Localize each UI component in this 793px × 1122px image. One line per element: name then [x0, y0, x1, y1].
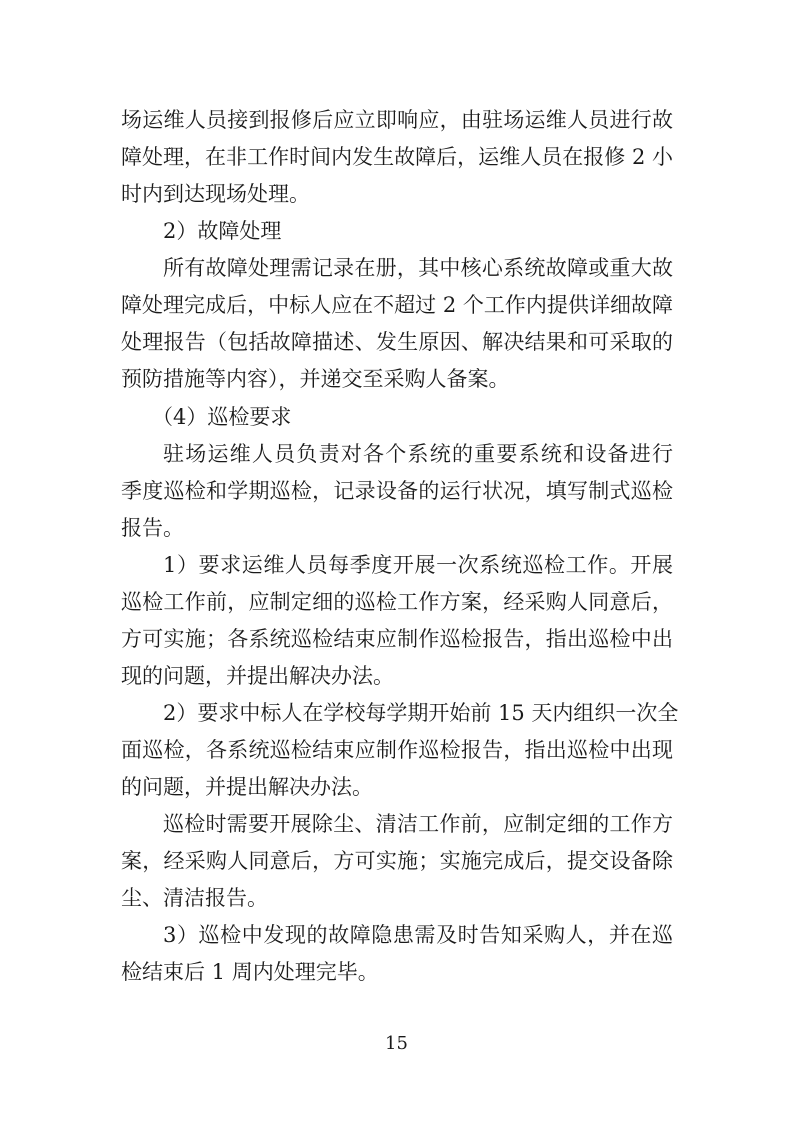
text-line: 障处理完成后，中标人应在不超过 2 个工作内提供详细故障: [121, 293, 673, 317]
text-line: 预防措施等内容），并递交至采购人备案。: [121, 367, 510, 391]
text-line: 时内到达现场处理。: [121, 182, 310, 206]
text-line: 2）要求中标人在学校每学期开始前 15 天内组织一次全: [163, 701, 679, 725]
text-line: 3）巡检中发现的故障隐患需及时告知采购人，并在巡: [163, 923, 673, 947]
text-line: 巡检时需要开展除尘、清洁工作前，应制定细的工作方: [163, 812, 673, 836]
text-line: 报告。: [121, 516, 184, 540]
text-line: 季度巡检和学期巡检，记录设备的运行状况，填写制式巡检: [121, 479, 673, 503]
text-line: 处理报告（包括故障描述、发生原因、解决结果和可采取的: [121, 330, 673, 354]
section-heading: 2）故障处理: [163, 219, 282, 243]
section-heading: （4）巡检要求: [152, 405, 292, 429]
text-line: 现的问题，并提出解决办法。: [121, 664, 394, 688]
text-line: 案，经采购人同意后，方可实施；实施完成后，提交设备除: [121, 849, 673, 873]
text-line: 1）要求运维人员每季度开展一次系统巡检工作。开展: [163, 553, 673, 577]
text-line: 检结束后 1 周内处理完毕。: [121, 960, 379, 984]
text-line: 场运维人员接到报修后应立即响应，由驻场运维人员进行故: [121, 108, 673, 132]
text-line: 尘、清洁报告。: [121, 886, 268, 910]
text-line: 巡检工作前，应制定细的巡检工作方案，经采购人同意后，: [121, 590, 673, 614]
text-line: 方可实施；各系统巡检结束应制作巡检报告，指出巡检中出: [121, 627, 673, 651]
text-line: 障处理，在非工作时间内发生故障后，运维人员在报修 2 小: [121, 145, 673, 169]
text-line: 驻场运维人员负责对各个系统的重要系统和设备进行: [163, 442, 673, 466]
page-number: 15: [385, 1033, 408, 1054]
text-line: 面巡检，各系统巡检结束应制作巡检报告，指出巡检中出现: [121, 738, 673, 762]
text-line: 所有故障处理需记录在册，其中核心系统故障或重大故: [163, 256, 673, 280]
text-line: 的问题，并提出解决办法。: [121, 775, 373, 799]
